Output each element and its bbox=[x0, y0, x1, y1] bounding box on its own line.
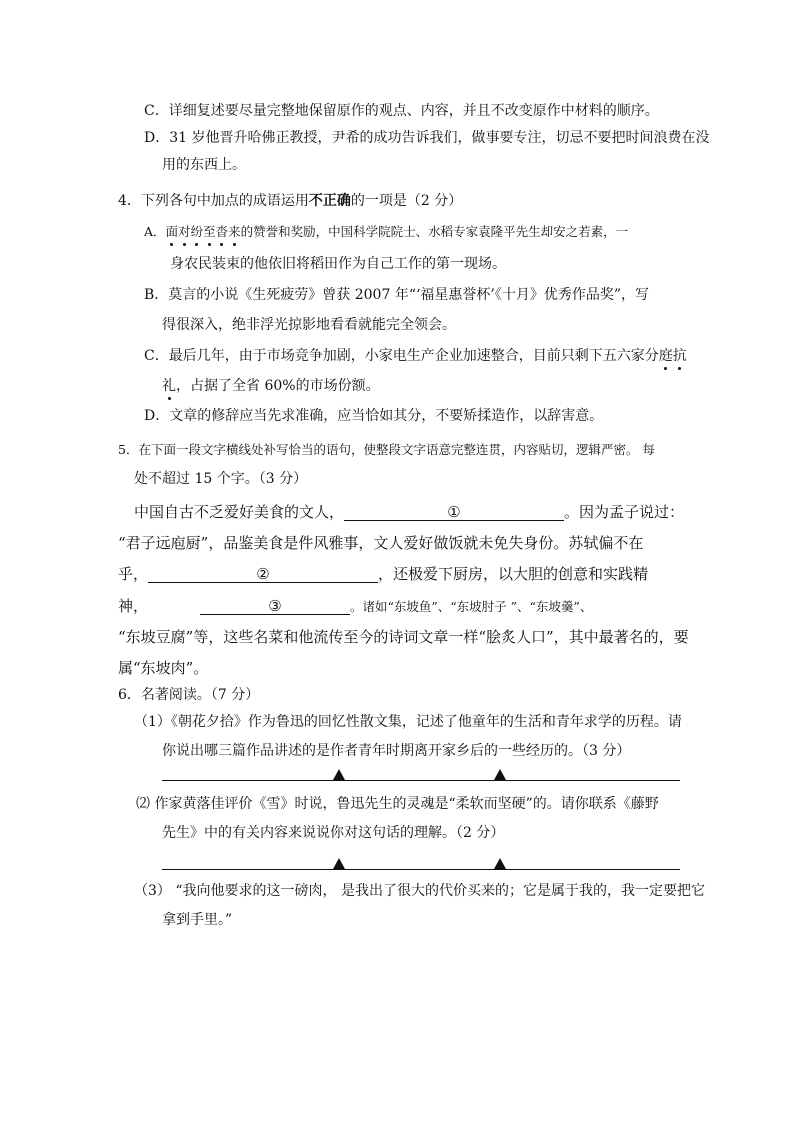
q4-stem-emphasis: 不正确 bbox=[308, 193, 351, 209]
q6-sub2-answer-line[interactable] bbox=[162, 869, 680, 870]
q5-paragraph-line5: “东坡豆腐”等，这些名菜和他流传至今的诗词文章一样“脍炙人口”，其中最著名的，要 bbox=[118, 628, 689, 646]
q4-option-d: D．文章的修辞应当先求准确，应当恰如其分，不要矫揉造作，以辞害意。 bbox=[144, 408, 604, 424]
triangle-marker-icon bbox=[333, 769, 345, 780]
q6-stem: 6．名著阅读。（7 分） bbox=[118, 687, 260, 703]
q4-stem-part2: 的一项是（2 分） bbox=[350, 193, 463, 209]
q4-option-c-dotted-idiom-part1 bbox=[659, 347, 687, 365]
emphasis-dot-char: 礼 bbox=[162, 378, 176, 394]
q5-paragraph-line3 bbox=[118, 565, 648, 583]
q5-text-4a: 神， bbox=[118, 597, 149, 615]
triangle-marker-icon bbox=[333, 858, 345, 869]
q3-option-c: C．详细复述要尽量完整地保留原作的观点、内容，并且不改变原作中材料的顺序。 bbox=[144, 103, 659, 119]
emphasis-dot-char: 庭 bbox=[658, 348, 673, 364]
q6-sub2-line1: ⑵ 作家黄落佳评价《雪》时说，鲁迅先生的灵魂是“柔软而坚硬”的。请你联系《藤野 bbox=[136, 796, 659, 812]
q5-stem-line1: 5．在下面一段文字横线处补写恰当的语句，使整段文字语意完整连贯，内容贴切，逻辑严密。 每 bbox=[118, 442, 655, 457]
q4-option-b-line1: B．莫言的小说《生死疲劳》曾获 2007 年“‘福星惠誉杯’《十月》优秀作品奖”，写 bbox=[144, 287, 650, 303]
q4-option-b-line2: 得很深入，绝非浮光掠影地看看就能完全领会。 bbox=[162, 317, 456, 333]
q3-option-d-line1: D．31 岁他晋升哈佛正教授，尹希的成功告诉我们，做事要专注，切忌不要把时间浪费在没 bbox=[144, 130, 710, 146]
q6-sub1-line1: （1）《朝花夕拾》作为鲁迅的回忆性散文集，记述了他童年的生活和青年求学的历程。请 bbox=[134, 714, 682, 730]
q6-sub1-line2: 你说出哪三篇作品讲述的是作者青年时期离开家乡后的一些经历的。（3 分） bbox=[162, 743, 631, 759]
emphasis-dot-char: 来 bbox=[228, 224, 241, 239]
emphasis-dot-char: 纷 bbox=[190, 224, 204, 239]
triangle-marker-icon bbox=[494, 858, 506, 869]
q6-sub3-line1: （3） “我向他要求的这一磅肉， 是我出了很大的代价买来的；它是属于我的，我一定要把它 bbox=[134, 883, 705, 899]
q4-stem bbox=[118, 192, 462, 210]
q4-option-a-prefix: A． bbox=[144, 224, 166, 239]
q4-option-c-line2-text: ，占据了全省 60%的市场份额。 bbox=[176, 378, 380, 394]
q5-paragraph-line4 bbox=[118, 597, 592, 616]
q5-text-1b: 。因为孟子说过： bbox=[564, 503, 685, 521]
emphasis-dot-char: 面 bbox=[165, 224, 179, 239]
q4-option-a-text: 的赞誉和奖励，中国科学院院士、水稻专家袁隆平先生却安之若素，一 bbox=[240, 224, 629, 239]
q5-text-1a: 中国自古不乏爱好美食的文人， bbox=[134, 503, 345, 521]
q4-option-c-line2 bbox=[162, 377, 380, 395]
q3-option-d-line2: 用的东西上。 bbox=[162, 157, 246, 173]
q5-text-4b: 。诸如“东坡鱼”、“东坡肘子 ”、“东坡羹”、 bbox=[350, 599, 593, 614]
q5-blank-3[interactable]: ③ bbox=[200, 598, 350, 615]
q6-sub2-line2: 先生》中的有关内容来说说你对这句话的理解。（2 分） bbox=[162, 825, 505, 841]
q4-option-a-dotted-idiom bbox=[166, 223, 241, 241]
q4-stem-part1: 4．下列各句中加点的成语运用 bbox=[118, 193, 309, 209]
q5-paragraph-line6: 属“东坡肉”。 bbox=[118, 659, 209, 677]
q5-blank-2[interactable]: ② bbox=[148, 566, 378, 583]
q4-option-c-line1 bbox=[144, 347, 687, 365]
emphasis-dot-char: 至 bbox=[203, 224, 216, 239]
q5-paragraph-line1 bbox=[134, 503, 684, 521]
q4-option-a-line2: 身农民装束的他依旧将稻田作为自己工作的第一现场。 bbox=[170, 256, 506, 272]
q4-option-c-text: C．最后几年，由于市场竞争加剧，小家电生产企业加速整合，目前只剩下五六家分 bbox=[144, 348, 659, 364]
q6-sub3-line2: 拿到手里。” bbox=[162, 912, 233, 928]
q5-stem-line2: 处不超过 15 个字。（3 分） bbox=[134, 471, 308, 487]
emphasis-dot-char: 抗 bbox=[672, 348, 687, 364]
q5-blank-1[interactable]: ① bbox=[344, 504, 564, 521]
q4-option-a-line1 bbox=[144, 223, 628, 241]
q5-paragraph-line2: “君子远庖厨”，品鉴美食是件风雅事，文人爱好做饭就未免失身份。苏轼偏不在 bbox=[118, 534, 644, 552]
q5-text-3b: ，还极爱下厨房，以大胆的创意和实践精 bbox=[378, 565, 649, 583]
q5-text-3a: 乎， bbox=[118, 565, 149, 583]
q6-sub1-answer-line[interactable] bbox=[162, 780, 680, 781]
emphasis-dot-char: 沓 bbox=[215, 224, 229, 239]
triangle-marker-icon bbox=[494, 769, 506, 780]
emphasis-dot-char: 对 bbox=[178, 224, 191, 239]
q4-option-c-dotted-idiom-part2 bbox=[162, 377, 176, 395]
